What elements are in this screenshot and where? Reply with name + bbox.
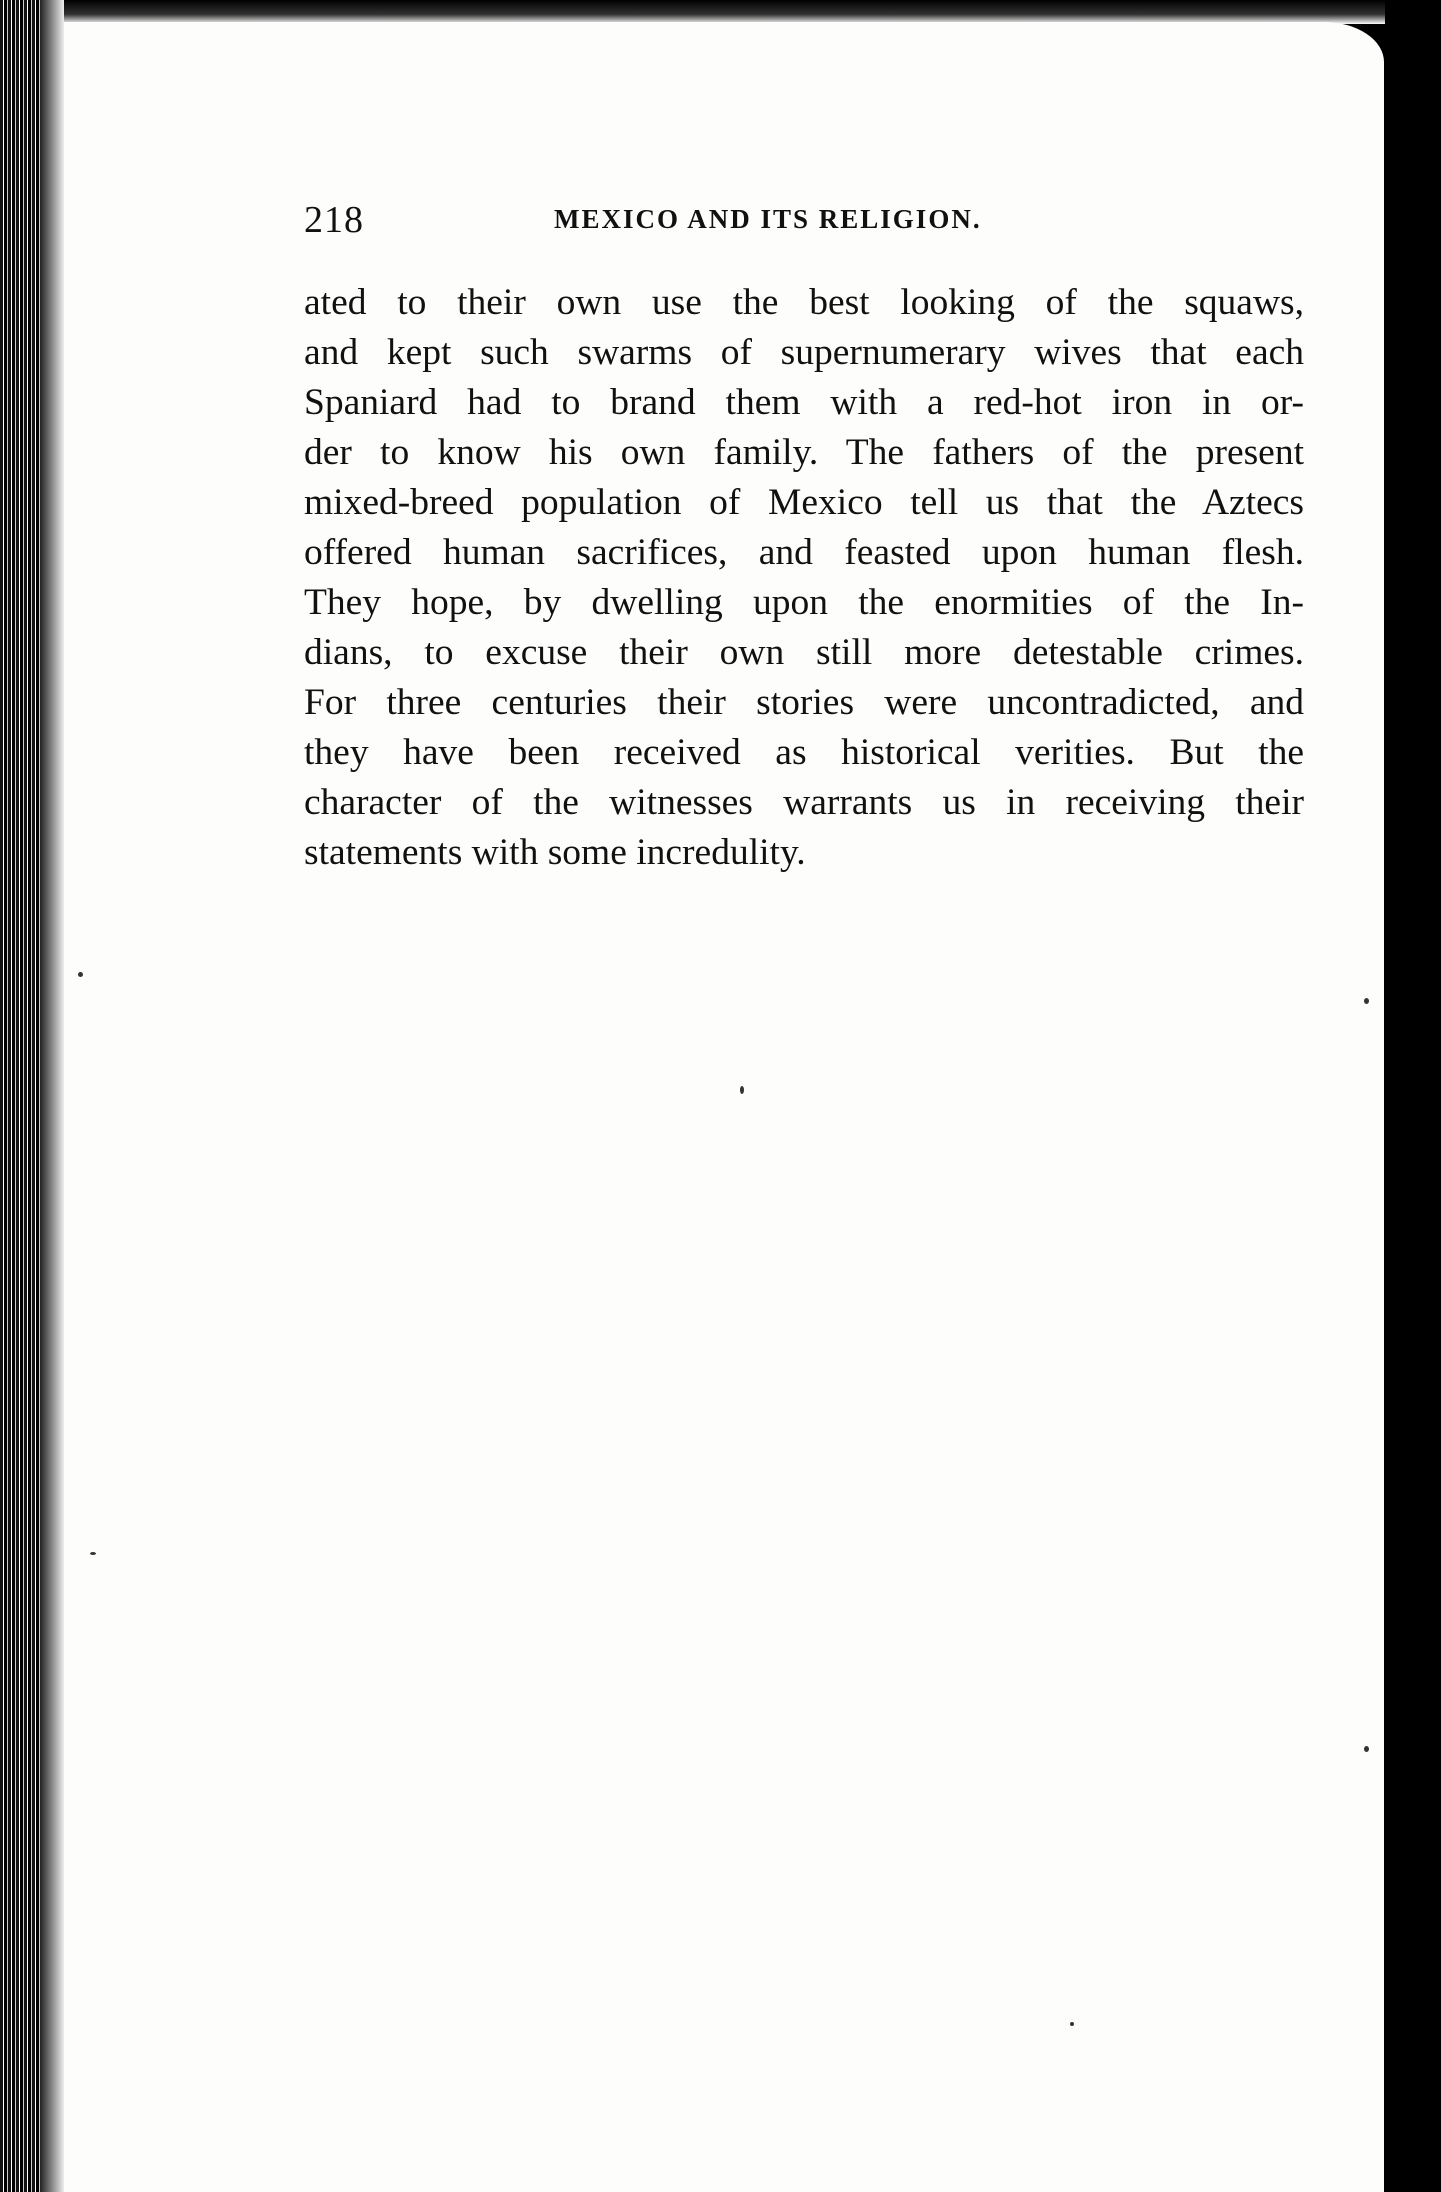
- page-number: 218: [304, 199, 364, 241]
- text-line: For three centuries their stories were uncontradicted, and: [304, 682, 1304, 723]
- text-line: ated to their own use the best looking of the squaws,: [304, 282, 1304, 323]
- text-line: they have been received as historical verities. But the: [304, 732, 1304, 773]
- text-line: mixed-breed population of Mexico tell us that the Aztecs: [304, 482, 1304, 523]
- book-spine-edge: [0, 0, 64, 2192]
- body-paragraph: [304, 278, 1304, 878]
- text-line: Spaniard had to brand them with a red-hot iron in or-: [304, 382, 1304, 423]
- scan-speck: [1364, 998, 1369, 1004]
- page-top-edge: [64, 0, 1394, 24]
- text-line: statements with some incredulity.: [304, 832, 806, 873]
- page-header: [304, 198, 1314, 248]
- text-line: They hope, by dwelling upon the enormities of the In-: [304, 582, 1304, 623]
- scan-speck: [1070, 2022, 1074, 2026]
- scan-speck: [78, 972, 83, 977]
- text-line: and kept such swarms of supernumerary wives that each: [304, 332, 1304, 373]
- right-edge-shadow: [1385, 0, 1441, 2192]
- scan-speck: [1364, 1746, 1369, 1752]
- text-line: dians, to excuse their own still more detestable crimes.: [304, 632, 1304, 673]
- text-line: offered human sacrifices, and feasted upon human flesh.: [304, 532, 1304, 573]
- text-line: character of the witnesses warrants us in receiving their: [304, 782, 1304, 823]
- scan-speck: [90, 1552, 96, 1555]
- running-head: MEXICO AND ITS RELIGION.: [554, 204, 982, 234]
- text-line: der to know his own family. The fathers of the present: [304, 432, 1304, 473]
- scan-speck: [740, 1086, 744, 1094]
